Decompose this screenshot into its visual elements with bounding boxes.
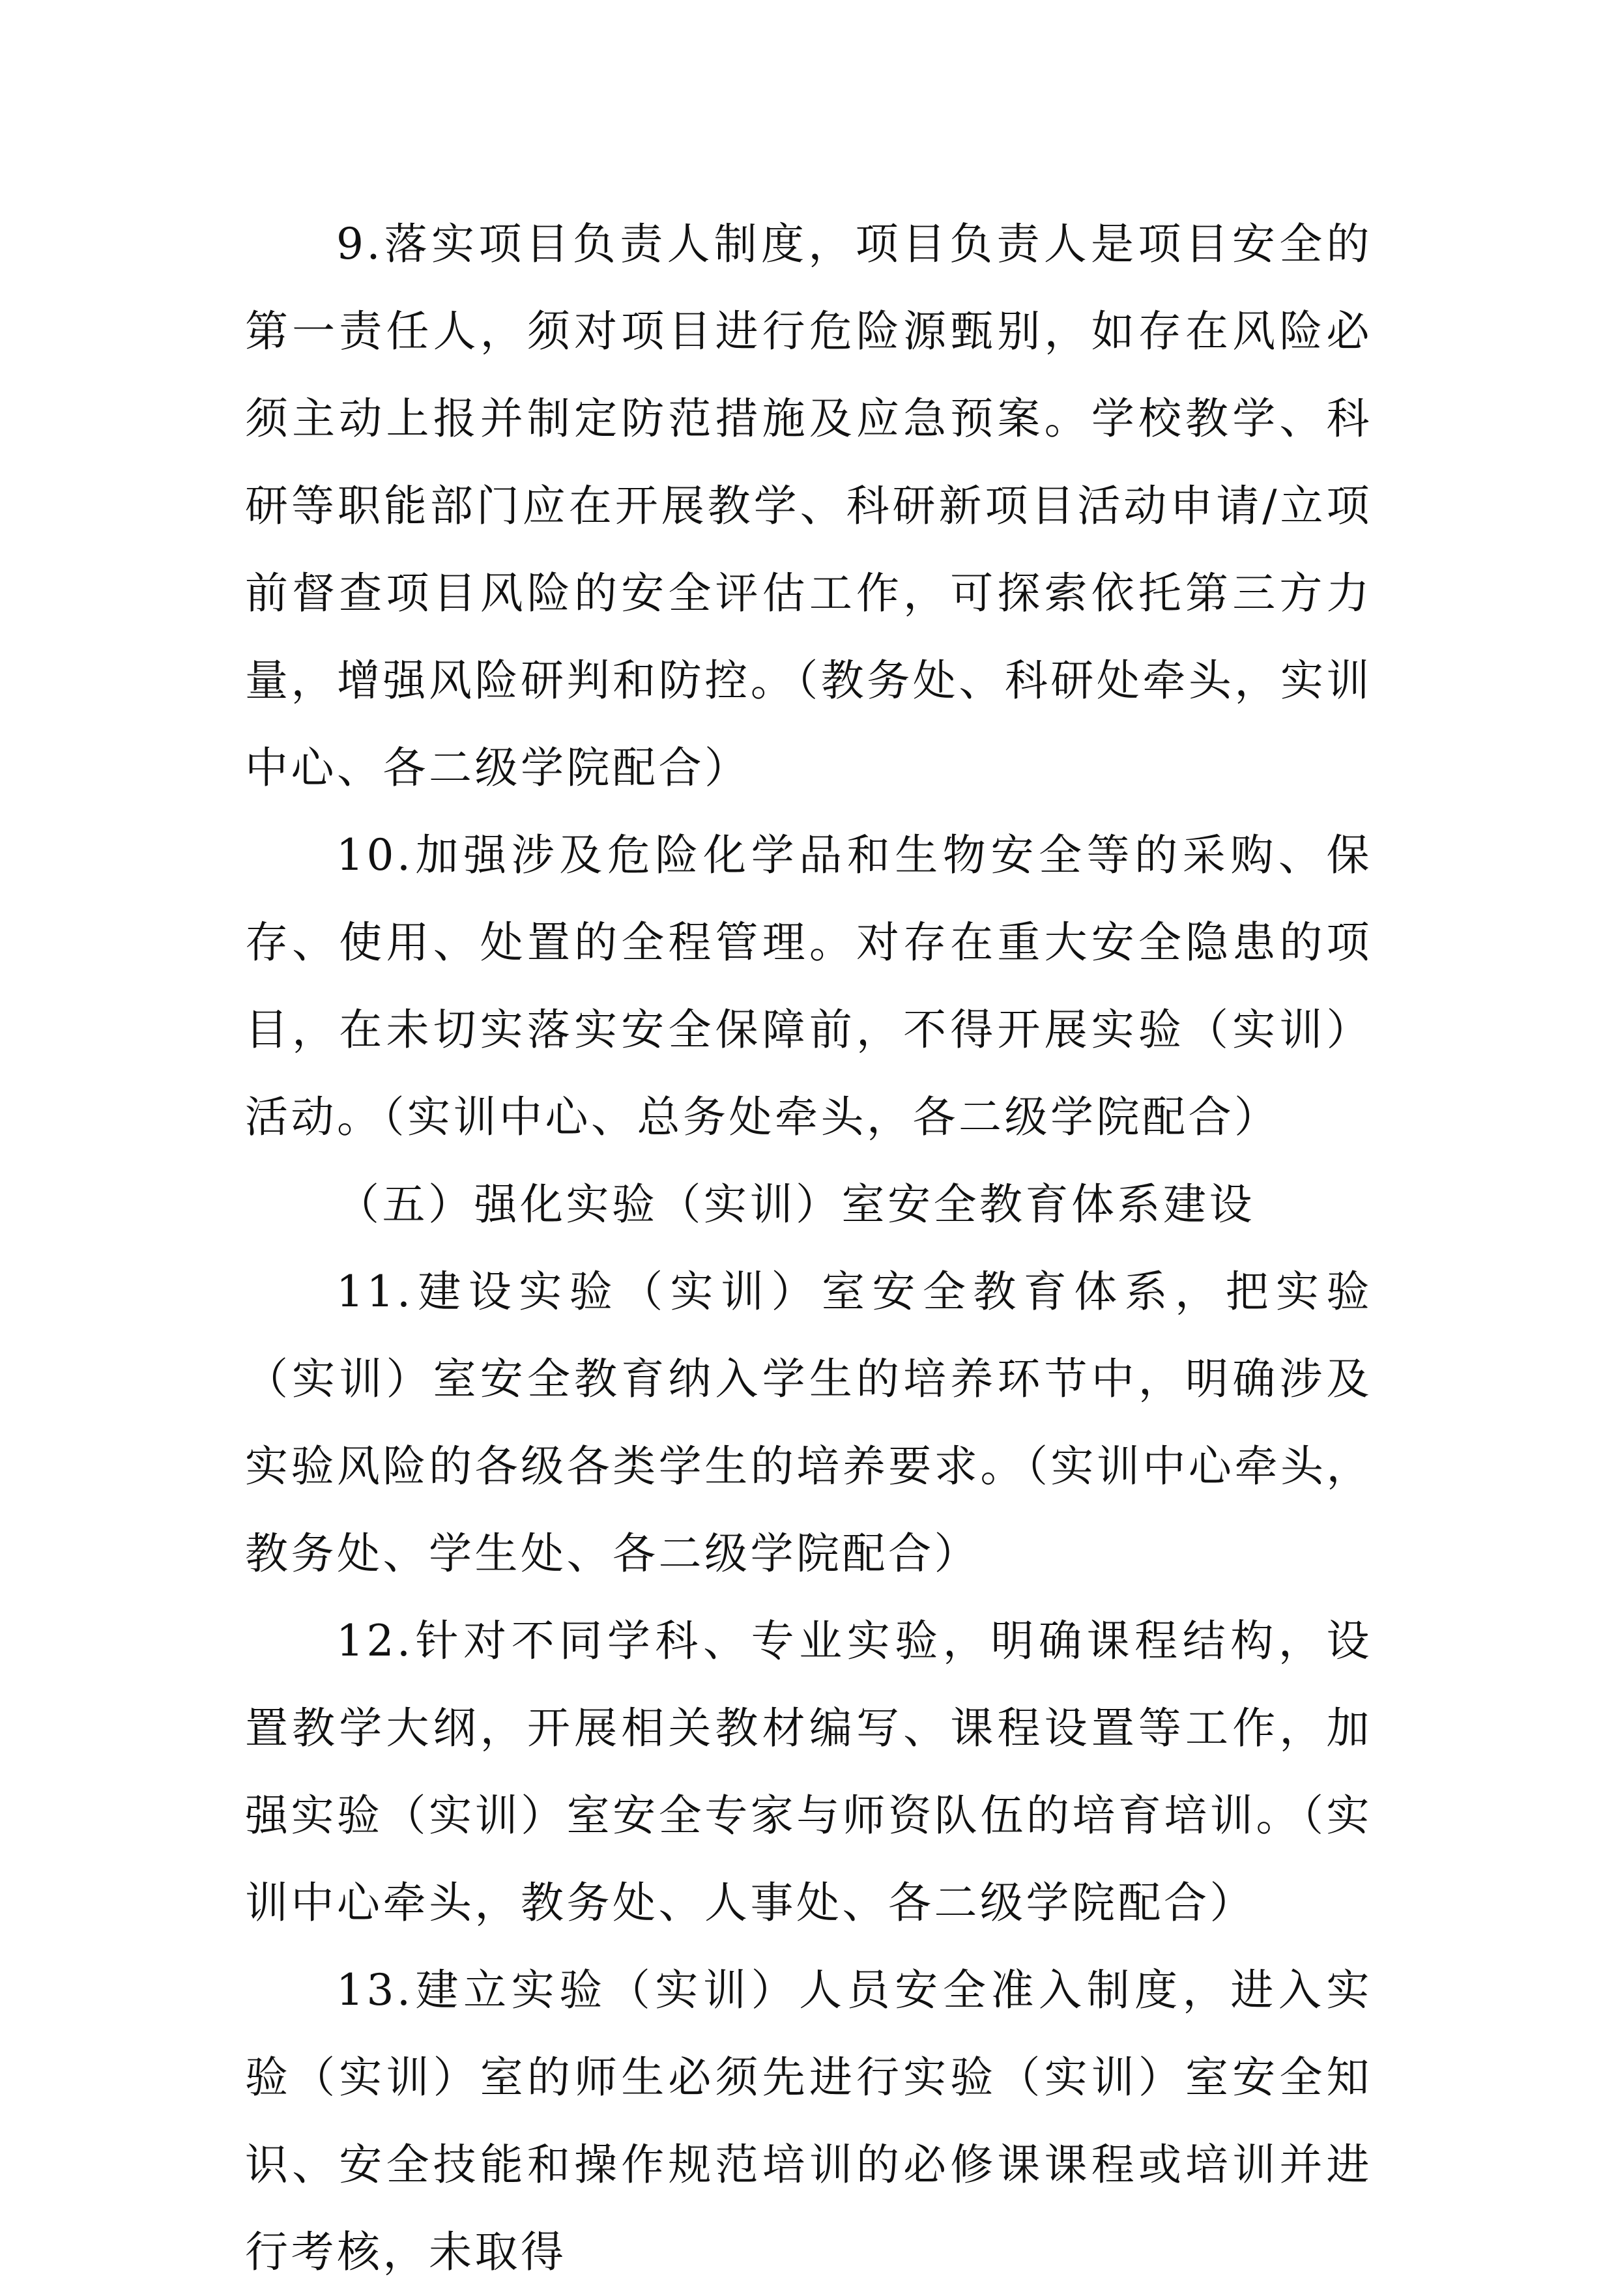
section-heading-5: （五）强化实验（实训）室安全教育体系建设: [336, 1179, 1255, 1229]
paragraph-item-10: 10.加强涉及危险化学品和生物安全等的采购、保存、使用、处置的全程管理。对存在重大安全隐患的项目，在未切实落实安全保障前，不得开展实验（实训）活动。（实训中心、总务处牵头，各二级学院配合）: [245, 830, 1372, 1142]
paragraph-item-11: 11.建设实验（实训）室安全教育体系，把实验（实训）室安全教育纳入学生的培养环节中，明确涉及实验风险的各级各类学生的培养要求。（实训中心牵头，教务处、学生处、各二级学院配合）: [245, 1267, 1372, 1579]
document-body: [245, 201, 1372, 2296]
paragraph-item-9: 9.落实项目负责人制度，项目负责人是项目安全的第一责任人，须对项目进行危险源甄别，如存在风险必须主动上报并制定防范措施及应急预案。学校教学、科研等职能部门应在开展教学、科研新项目活动申请/立项前督查项目风险的安全评估工作，可探索依托第三方力量，增强风险研判和防控。（教务处、科研处牵头，实训中心、各二级学院配合）: [245, 219, 1372, 793]
paragraph-item-12: 12.针对不同学科、专业实验，明确课程结构，设置教学大纲，开展相关教材编写、课程设置等工作，加强实验（实训）室安全专家与师资队伍的培育培训。（实训中心牵头，教务处、人事处、各二级学院配合）: [245, 1616, 1372, 1928]
paragraph-item-13: 13.建立实验（实训）人员安全准入制度，进入实验（实训）室的师生必须先进行实验（实训）室安全知识、安全技能和操作规范培训的必修课课程或培训并进行考核，未取得: [245, 1965, 1372, 2277]
